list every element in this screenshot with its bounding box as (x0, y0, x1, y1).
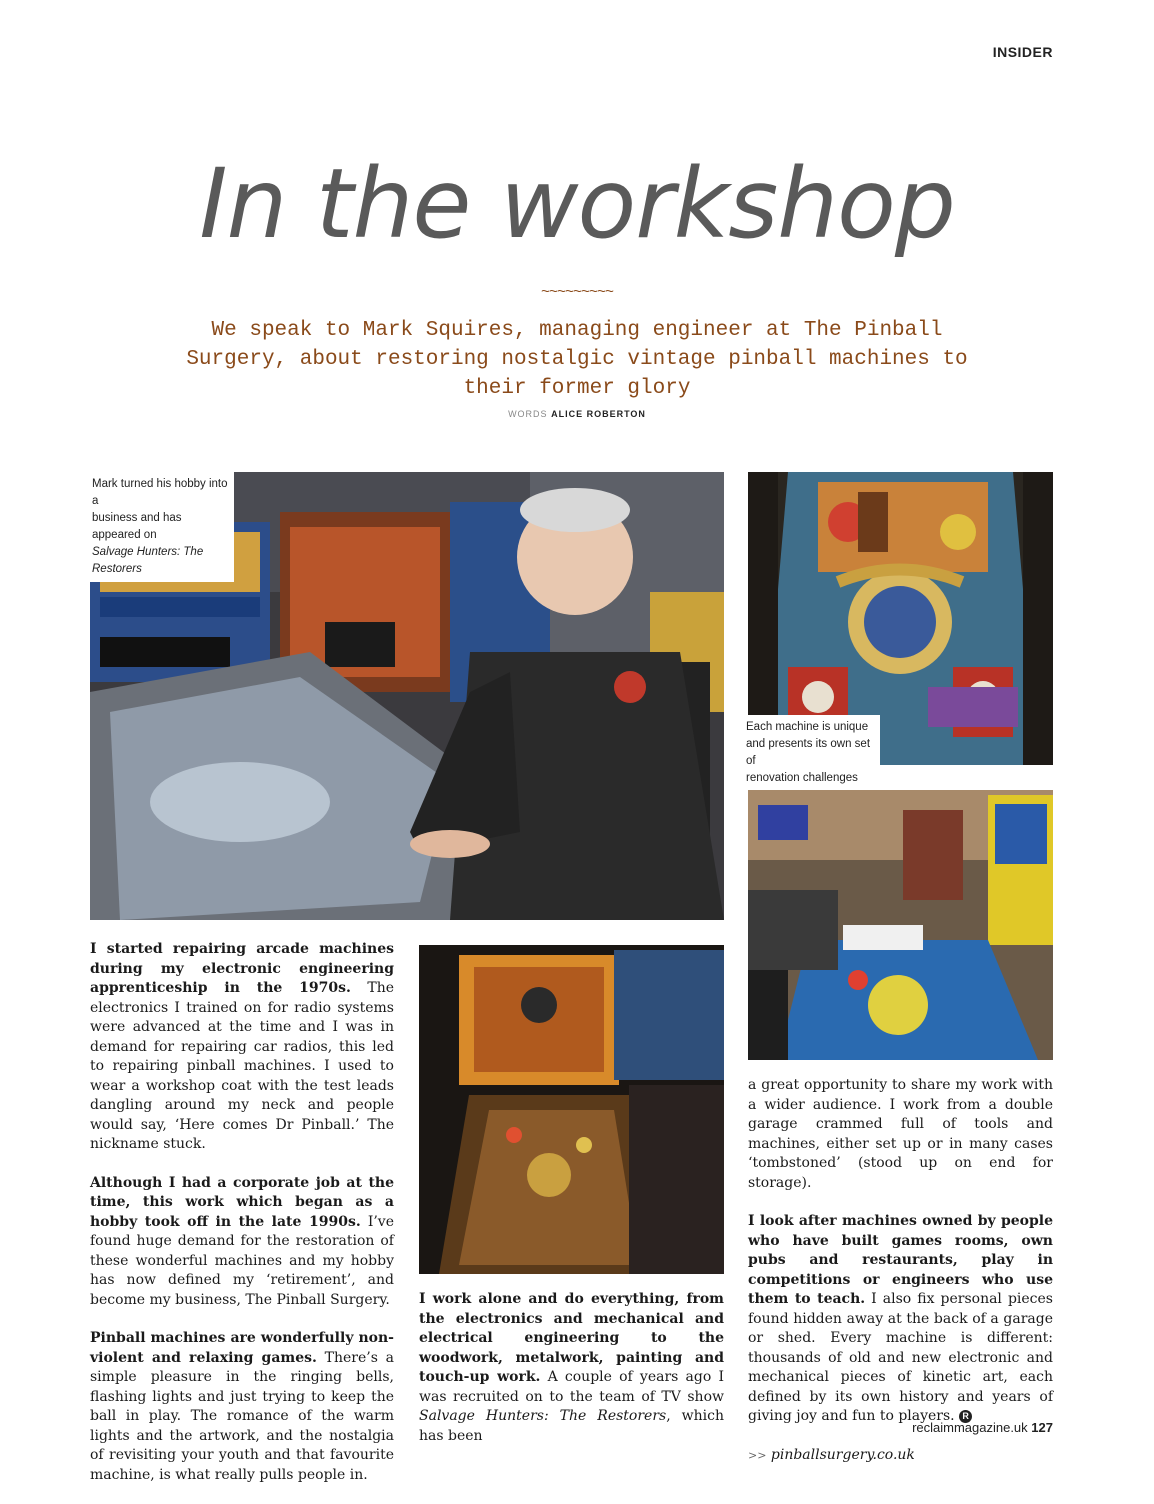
photo-future-world-machine (748, 790, 1053, 1060)
paragraph: Although I had a corporate job at the time, this work which began as a hobby took off in the late 1990s. I’ve found huge demand for the restoration of these wonderful machines and my hobby has now defined my ‘retirement’, and become my business, The Pinball Surgery. (90, 1174, 394, 1308)
page-footer (912, 1420, 1053, 1435)
end-mark-icon: R (959, 1410, 972, 1423)
paragraph: I look after machines owned by people who have built games rooms, own pubs and restaurants, play in competitions or engineers who use them to teach. I also fix personal pieces found hidden away at the back of a garage or shed. Every machine is different: thousands of old and new electronic and mechanical pieces of kinetic art, each defined by its own history and years of giving joy and fun to players. R (748, 1213, 1053, 1424)
caption-main (90, 472, 234, 582)
article-column-2 (419, 1290, 724, 1465)
website-link[interactable]: >> pinballsurgery.co.uk (748, 1446, 915, 1463)
paragraph: Pinball machines are wonderfully non-violent and relaxing games. There’s a simple pleasure in the ringing bells, flashing lights and just trying to keep the ball in play. The romance of the warm lights and the artwork, and the nostalgia of revisiting your youth and that favourite machine, is what really pulls people in. (90, 1330, 395, 1483)
byline-label: WORDS (508, 409, 548, 419)
paragraph: a great opportunity to share my work with a wider audience. I work from a double garage crammed full of tools and machines, either set up or in many cases ‘tombstoned’ (stood up on end for storage). (748, 1077, 1053, 1191)
standfirst: We speak to Mark Squires, managing engineer at The Pinball Surgery, about restoring nostalgic vintage pinball machines to their former glory (186, 319, 968, 400)
caption-line: Each machine is unique (746, 721, 869, 733)
page-number: 127 (1031, 1420, 1053, 1435)
footer-site: reclaimmagazine.uk (912, 1420, 1028, 1435)
page-title: In the workshop (199, 148, 955, 260)
caption-line: renovation challenges (746, 772, 858, 784)
caption-line: and presents its own set of (746, 738, 871, 767)
caption-line: Salvage Hunters: The Restorers (92, 546, 204, 575)
section-tag: INSIDER (992, 44, 1053, 60)
caption-line: Mark turned his hobby into a (92, 478, 228, 507)
article-column-1 (90, 940, 394, 1504)
byline-author: ALICE ROBERTON (551, 409, 646, 419)
paragraph: I work alone and do everything, from the electronics and mechanical and electrical engineering to the woodwork, metalwork, painting and touch-up work. A couple of years ago I was recruited on to the team of TV show Salvage Hunters: The Restorers, which has been (419, 1291, 724, 1444)
paragraph: I started repairing arcade machines during my electronic engineering apprenticeship in the 1970s. The electronics I trained on for radio systems were advanced at the time and I was in demand for repairing car radios, this led to repairing pinball machines. I used to wear a workshop coat with the test leads dangling around my neck and people would say, ‘Here comes Dr Pinball.’ The nickname stuck. (90, 941, 394, 1152)
title-divider: ~~~~~~~~~ (540, 284, 613, 301)
caption-top-right (744, 715, 880, 784)
photo-black-rose-machine (419, 945, 724, 1274)
caption-line: business and has appeared on (92, 512, 182, 541)
byline (0, 409, 1154, 419)
